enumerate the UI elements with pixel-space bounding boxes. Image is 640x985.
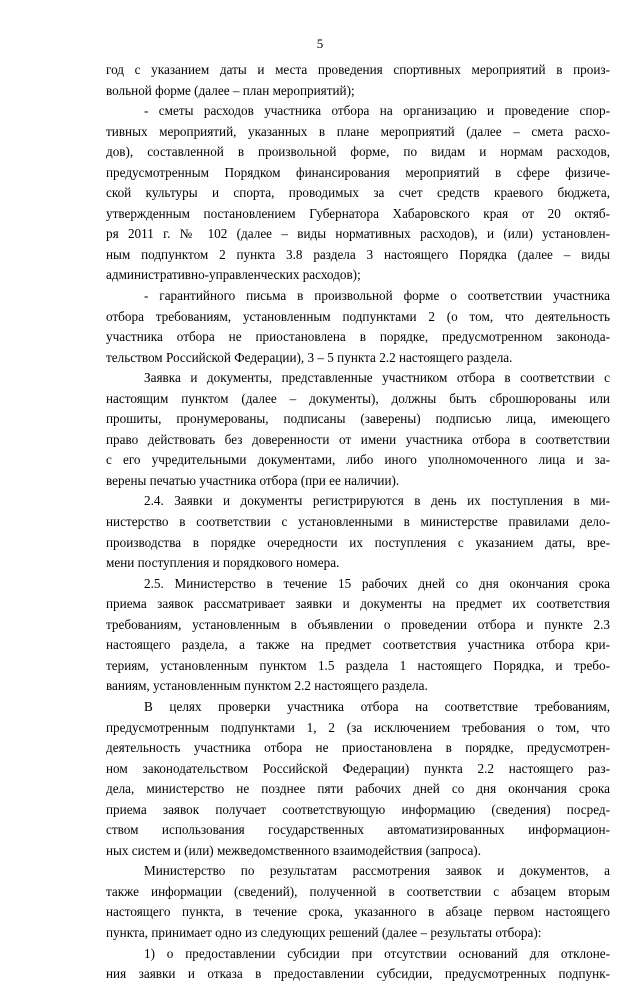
- text-line: также информации (сведений), полученной в соответствии с абзацем вторым: [106, 883, 610, 899]
- text-line: В целях проверки участника отбора на соответствие требованиям,: [144, 698, 610, 714]
- text-line: ным подпунктом 2 пункта 3.8 раздела 3 настоящего Порядка (далее – виды: [106, 246, 610, 262]
- text-line: ской культуры и спорта, проводимых за счет средств краевого бюджета,: [106, 185, 610, 201]
- text-line: Министерство по результатам рассмотрения заявок и документов, а: [144, 863, 610, 879]
- text-line: 2.5. Министерство в течение 15 рабочих дней со дня окончания срока: [144, 575, 610, 591]
- text-line: с его учредительными документами, либо иного уполномоченного лица и за-: [106, 452, 610, 468]
- text-line: дела, министерство не позднее пяти рабочих дней со дня окончания срока: [106, 781, 610, 797]
- text-line: тивных мероприятий, указанных в плане мероприятий (далее – смета расхо-: [106, 123, 610, 139]
- text-line: 1) о предоставлении субсидии при отсутствии оснований для отклоне-: [144, 945, 610, 961]
- document-body: [106, 60, 610, 985]
- text-line: год с указанием даты и места проведения спортивных мероприятий в произ-: [106, 62, 610, 77]
- text-line: предусмотренным Порядком финансирования мероприятий в сфере физиче-: [106, 164, 610, 180]
- text-line: ных систем и (или) межведомственного взаимодействия (запроса).: [106, 842, 481, 858]
- text-line: приема заявок получает соответствующую информацию (сведения) посред-: [106, 801, 610, 817]
- text-line: мени поступления и порядкового номера.: [106, 555, 340, 571]
- text-line: - сметы расходов участника отбора на организацию и проведение спор-: [144, 103, 610, 119]
- text-line: производства в порядке очередности их поступления с указанием даты, вре-: [106, 534, 610, 550]
- text-line: вольной форме (далее – план мероприятий);: [106, 82, 355, 98]
- text-line: деятельность участника отбора не приостановлена в порядке, предусмотрен-: [106, 740, 610, 756]
- text-line: настоящим пунктом (далее – документы), должны быть сброшюрованы или: [106, 390, 610, 406]
- text-line: настоящего раздела, а также на предмет соответствия участника отбора кри-: [106, 637, 610, 653]
- text-line: отбора требованиям, установленным подпунктами 2 (о том, что деятельность: [106, 308, 610, 324]
- text-line: приема заявок рассматривает заявки и документы на предмет их соответствия: [106, 596, 610, 612]
- text-line: ством использования государственных автоматизированных информацион-: [106, 822, 610, 838]
- text-line: ном законодательством Российской Федерации) пункта 2.2 настоящего раз-: [106, 760, 610, 776]
- text-line: административно-управленческих расходов);: [106, 267, 361, 283]
- text-line: Заявка и документы, представленные участником отбора в соответствии с: [144, 370, 610, 386]
- text-line: ваниям, установленным пунктом 2.2 настоящего раздела.: [106, 678, 428, 694]
- page-number: 5: [316, 36, 324, 51]
- text-line: верены печатью участника отбора (при ее наличии).: [106, 472, 400, 488]
- text-line: право действовать без доверенности от имени участника отбора в соответствии: [106, 431, 610, 447]
- text-line: нистерство в соответствии с установленными в министерстве правилами дело-: [106, 514, 610, 530]
- text-line: участника отбора не приостановлена в порядке, предусмотренном законода-: [106, 329, 610, 345]
- text-line: требованиям, установленным в объявлении о проведении отбора и пункте 2.3: [106, 616, 610, 632]
- text-line: ния заявки и отказа в предоставлении субсидии, предусмотренных подпунк-: [106, 966, 610, 982]
- text-line: предусмотренным подпунктами 1, 2 (за исключением требования о том, что: [106, 719, 610, 735]
- text-line: дов), составленной в произвольной форме, по видам и нормам расходов,: [106, 144, 610, 160]
- text-line: 2.4. Заявки и документы регистрируются в день их поступления в ми-: [144, 493, 610, 509]
- text-line: утвержденным постановлением Губернатора Хабаровского края от 20 октяб-: [106, 205, 610, 221]
- text-line: настоящего пункта, в течение срока, указанного в абзаце первом настоящего: [106, 904, 610, 920]
- text-line: прошиты, пронумерованы, подписаны (заверены) подписью лица, имеющего: [106, 411, 610, 427]
- text-line: териям, установленным пунктом 1.5 раздела 1 настоящего Порядка, и требо-: [106, 657, 610, 673]
- text-line: пункта, принимает одно из следующих решений (далее – результаты отбора):: [106, 924, 542, 940]
- text-line: тельством Российской Федерации), 3 – 5 пункта 2.2 настоящего раздела.: [106, 349, 513, 365]
- text-line: ря 2011 г. № 102 (далее – виды нормативных расходов), и (или) установлен-: [106, 226, 610, 242]
- text-line: - гарантийного письма в произвольной форме о соответствии участника: [144, 288, 610, 304]
